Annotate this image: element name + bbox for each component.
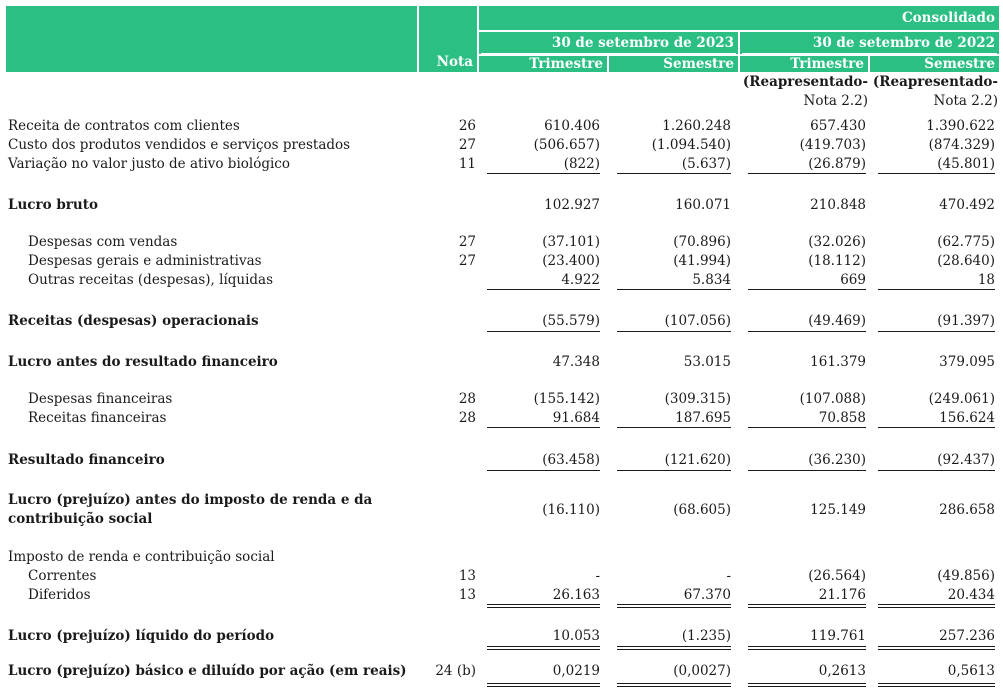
underline: [617, 331, 731, 332]
underline: [878, 173, 995, 174]
row-value: (45.801): [937, 156, 995, 172]
row-value: (26.564): [808, 568, 866, 584]
table-row: [0, 251, 1003, 271]
row-label: Despesas financeiras: [28, 391, 173, 407]
period-2023-text: 30 de setembro de 2023: [551, 35, 734, 51]
row-label: Despesas com vendas: [28, 234, 178, 250]
reapresentado-note-trimestre: (Reapresentado- Nota 2.2): [742, 74, 868, 109]
row-value: 257.236: [939, 628, 995, 644]
row-nota: 28: [458, 410, 476, 426]
underline: [748, 686, 866, 687]
header-label-cell: [6, 6, 417, 72]
underline: [748, 470, 866, 471]
row-value: -: [726, 568, 731, 584]
row-value: (41.994): [673, 253, 731, 269]
table-row: [0, 232, 1003, 252]
row-nota: 24 (b): [435, 663, 476, 679]
row-value: (55.579): [542, 313, 600, 329]
underline: [878, 646, 995, 647]
table-row: [0, 547, 1003, 567]
row-value: 379.095: [939, 354, 995, 370]
row-label: Lucro (prejuízo) básico e diluído por ação (em reais): [8, 663, 407, 679]
underline: [617, 289, 731, 290]
row-value: (506.657): [533, 137, 600, 153]
table-row: [0, 585, 1003, 605]
row-nota: 28: [458, 391, 476, 407]
row-value: (28.640): [937, 253, 995, 269]
underline: [487, 604, 600, 605]
row-value: 161.379: [810, 354, 866, 370]
table-row: [0, 408, 1003, 428]
underline: [487, 686, 600, 687]
row-value: (18.112): [808, 253, 866, 269]
row-value: 0,0219: [552, 663, 600, 679]
table-row: [0, 135, 1003, 155]
row-value: (32.026): [808, 234, 866, 250]
underline: [878, 470, 995, 471]
table-row: [0, 270, 1003, 290]
row-value: (309.315): [664, 391, 731, 407]
row-value: (49.856): [937, 568, 995, 584]
row-label-line: Lucro (prejuízo) antes do imposto de renda e da: [8, 492, 373, 508]
row-label: Despesas gerais e administrativas: [28, 253, 262, 269]
row-value: (62.775): [937, 234, 995, 250]
row-value: (874.329): [928, 137, 995, 153]
reapresentado-note-semestre: (Reapresentado- Nota 2.2): [872, 74, 998, 109]
row-value: 26.163: [552, 587, 600, 603]
row-label: Receitas financeiras: [28, 410, 167, 426]
row-value: (419.703): [799, 137, 866, 153]
period-2022-text: 30 de setembro de 2022: [812, 35, 995, 51]
row-nota: 27: [458, 253, 476, 269]
row-label: Diferidos: [28, 587, 91, 603]
row-value: (0,0027): [673, 663, 731, 679]
underline: [878, 683, 995, 684]
row-value: 4.922: [561, 272, 600, 288]
row-label: Resultado financeiro: [8, 452, 165, 468]
underline: [748, 604, 866, 605]
row-value: 102.927: [544, 197, 600, 213]
row-value: 18: [977, 272, 995, 288]
row-value: 5.834: [692, 272, 731, 288]
row-value: 210.848: [810, 197, 866, 213]
underline: [748, 331, 866, 332]
underline: [487, 470, 600, 471]
underline: [878, 686, 995, 687]
row-value: 286.658: [939, 502, 995, 518]
underline: [878, 649, 995, 650]
row-nota: 26: [458, 118, 476, 134]
underline: [748, 646, 866, 647]
period-2022-underline: [742, 53, 997, 55]
row-label: Lucro (prejuízo) líquido do período: [8, 628, 275, 644]
row-value: 119.761: [810, 628, 866, 644]
underline: [878, 289, 995, 290]
table-row: [0, 450, 1003, 470]
underline: [617, 604, 731, 605]
row-value: (5.637): [681, 156, 731, 172]
row-label: Correntes: [28, 568, 97, 584]
row-nota: 13: [458, 568, 476, 584]
underline: [617, 470, 731, 471]
underline: [487, 607, 600, 608]
row-label-line: contribuição social: [8, 511, 153, 527]
row-value: (23.400): [542, 253, 600, 269]
table-row: [0, 566, 1003, 586]
row-value: 67.370: [683, 587, 731, 603]
underline: [487, 427, 600, 428]
table-row: [0, 311, 1003, 331]
underline: [748, 289, 866, 290]
row-value: (92.437): [937, 452, 995, 468]
row-value: 47.348: [552, 354, 600, 370]
table-row: [0, 626, 1003, 646]
row-value: 156.624: [939, 410, 995, 426]
row-value: 470.492: [939, 197, 995, 213]
underline: [878, 427, 995, 428]
consolidado-header: [479, 6, 999, 30]
underline: [878, 607, 995, 608]
period-2022-header: [740, 32, 999, 54]
underline: [748, 683, 866, 684]
nota-header: [419, 6, 477, 72]
row-value: (249.061): [928, 391, 995, 407]
underline: [748, 427, 866, 428]
row-label: Lucro bruto: [8, 197, 98, 213]
row-nota: 27: [458, 137, 476, 153]
row-value: (70.896): [673, 234, 731, 250]
table-row: [0, 154, 1003, 174]
row-value: 657.430: [810, 118, 866, 134]
row-value: 669: [840, 272, 866, 288]
underline: [487, 646, 600, 647]
table-row: [0, 116, 1003, 136]
row-value: -: [595, 568, 600, 584]
row-value: (121.620): [664, 452, 731, 468]
row-value: 0,2613: [818, 663, 866, 679]
row-value: (26.879): [808, 156, 866, 172]
underline: [487, 683, 600, 684]
row-value: 1.260.248: [662, 118, 731, 134]
underline: [617, 646, 731, 647]
trimestre-2023-header: Trimestre: [479, 56, 607, 72]
underline: [617, 173, 731, 174]
row-value: (36.230): [808, 452, 866, 468]
row-value: (155.142): [533, 391, 600, 407]
row-value: 70.858: [818, 410, 866, 426]
row-label: Custo dos produtos vendidos e serviços prestados: [8, 137, 351, 153]
table-row: [0, 352, 1003, 372]
row-value: 187.695: [675, 410, 731, 426]
underline: [617, 427, 731, 428]
row-label: Variação no valor justo de ativo biológico: [8, 156, 290, 172]
row-value: (63.458): [542, 452, 600, 468]
row-label: Imposto de renda e contribuição social: [8, 549, 275, 565]
row-value: (68.605): [673, 502, 731, 518]
semestre-2022-header: Semestre: [870, 56, 999, 72]
row-label: Outras receitas (despesas), líquidas: [28, 272, 274, 288]
row-value: 53.015: [683, 354, 731, 370]
row-value: (16.110): [542, 502, 600, 518]
row-value: (91.397): [937, 313, 995, 329]
row-value: 10.053: [552, 628, 600, 644]
table-row: [0, 389, 1003, 409]
row-value: 610.406: [544, 118, 600, 134]
nota-header-text: Nota: [436, 54, 473, 70]
row-value: (822): [563, 156, 600, 172]
row-value: 91.684: [552, 410, 600, 426]
row-label: Lucro antes do resultado financeiro: [8, 354, 278, 370]
underline: [617, 686, 731, 687]
row-value: 21.176: [818, 587, 866, 603]
row-nota: 27: [458, 234, 476, 250]
consolidado-header-text: Consolidado: [901, 10, 995, 26]
underline: [878, 604, 995, 605]
underline: [748, 607, 866, 608]
row-value: (1.094.540): [651, 137, 731, 153]
row-value: 1.390.622: [926, 118, 995, 134]
row-value: 20.434: [947, 587, 995, 603]
underline: [617, 607, 731, 608]
row-nota: 13: [458, 587, 476, 603]
underline: [487, 173, 600, 174]
table-row: [0, 661, 1003, 681]
row-value: (107.088): [799, 391, 866, 407]
underline: [487, 649, 600, 650]
semestre-2023-header: Semestre: [609, 56, 738, 72]
row-value: (1.235): [681, 628, 731, 644]
underline: [748, 173, 866, 174]
row-value: 160.071: [675, 197, 731, 213]
table-row: [0, 195, 1003, 215]
row-label: Receitas (despesas) operacionais: [8, 313, 259, 329]
row-value: 125.149: [810, 502, 866, 518]
row-value: 0,5613: [947, 663, 995, 679]
underline: [748, 649, 866, 650]
trimestre-2022-header: Trimestre: [740, 56, 868, 72]
table-row: [0, 491, 1003, 531]
underline: [617, 683, 731, 684]
underline: [487, 289, 600, 290]
period-2023-underline: [481, 53, 736, 55]
row-label: [8, 491, 372, 529]
row-value: (49.469): [808, 313, 866, 329]
row-value: (107.056): [664, 313, 731, 329]
underline: [878, 331, 995, 332]
underline: [617, 649, 731, 650]
row-nota: 11: [458, 156, 476, 172]
row-value: (37.101): [542, 234, 600, 250]
underline: [487, 331, 600, 332]
period-2023-header: [479, 32, 738, 54]
row-label: Receita de contratos com clientes: [8, 118, 240, 134]
